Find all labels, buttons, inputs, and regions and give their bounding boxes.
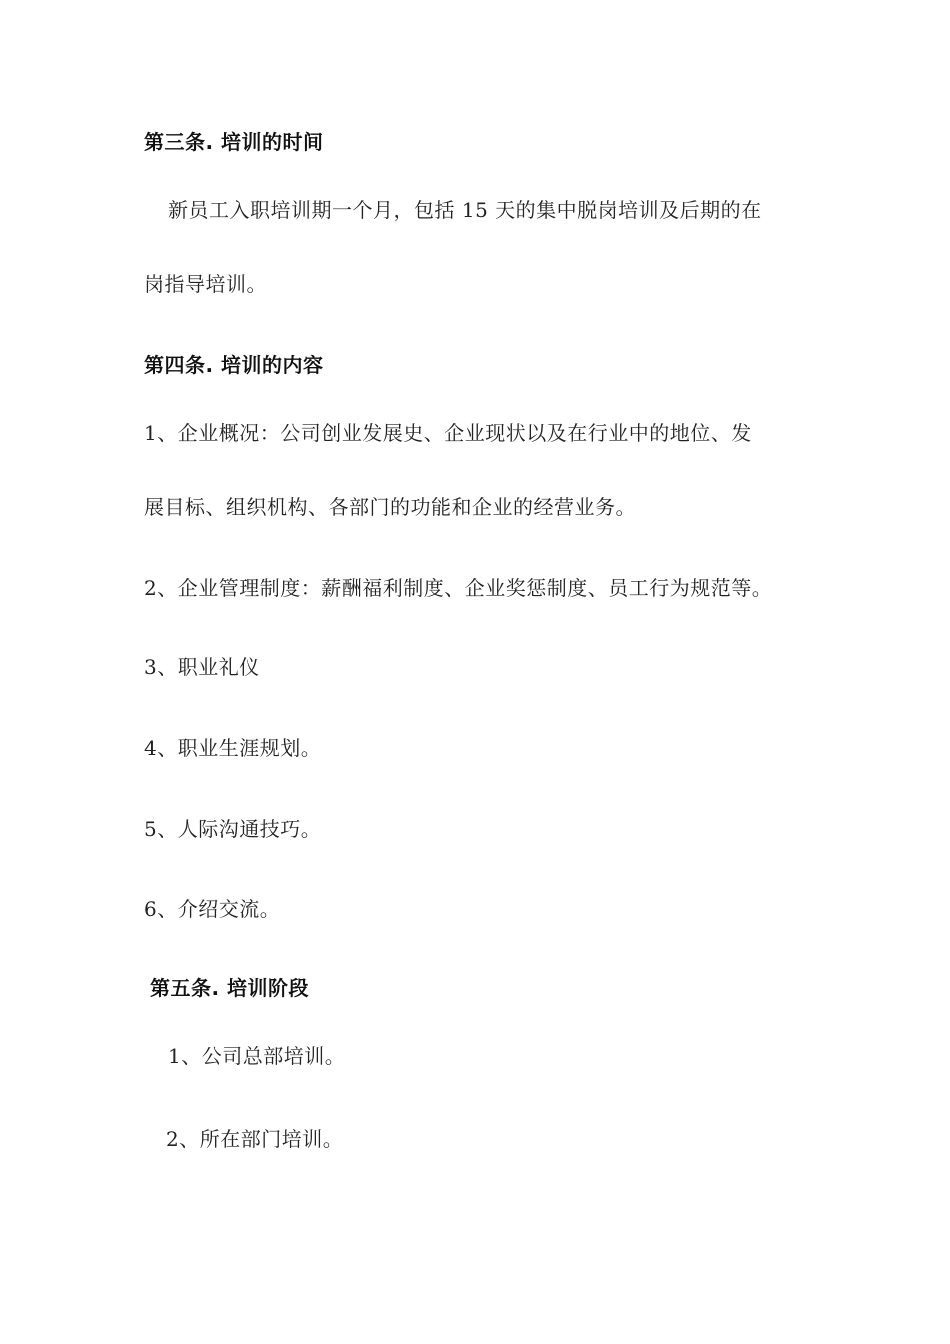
section4-item5: 5、人际沟通技巧。 — [144, 817, 322, 841]
section4-item1-line1: 1、企业概况：公司创业发展史、企业现状以及在行业中的地位、发 — [144, 421, 752, 445]
section4-item6: 6、介绍交流。 — [144, 897, 281, 921]
section4-item2: 2、企业管理制度：薪酬福利制度、企业奖惩制度、员工行为规范等。 — [144, 576, 773, 600]
section5-item1: 1、公司总部培训。 — [168, 1044, 346, 1068]
section5-heading: 第五条. 培训阶段 — [150, 976, 310, 1000]
section3-paragraph-line2: 岗指导培训。 — [144, 272, 267, 296]
section4-heading: 第四条. 培训的内容 — [144, 353, 324, 377]
section5-item2: 2、所在部门培训。 — [166, 1127, 344, 1151]
section4-item1-line2: 展目标、组织机构、各部门的功能和企业的经营业务。 — [144, 495, 636, 519]
section4-item3: 3、职业礼仪 — [144, 655, 260, 679]
section4-item4: 4、职业生涯规划。 — [144, 736, 322, 760]
section3-paragraph-line1: 新员工入职培训期一个月，包括 15 天的集中脱岗培训及后期的在 — [168, 198, 762, 222]
section3-heading: 第三条. 培训的时间 — [144, 130, 324, 154]
